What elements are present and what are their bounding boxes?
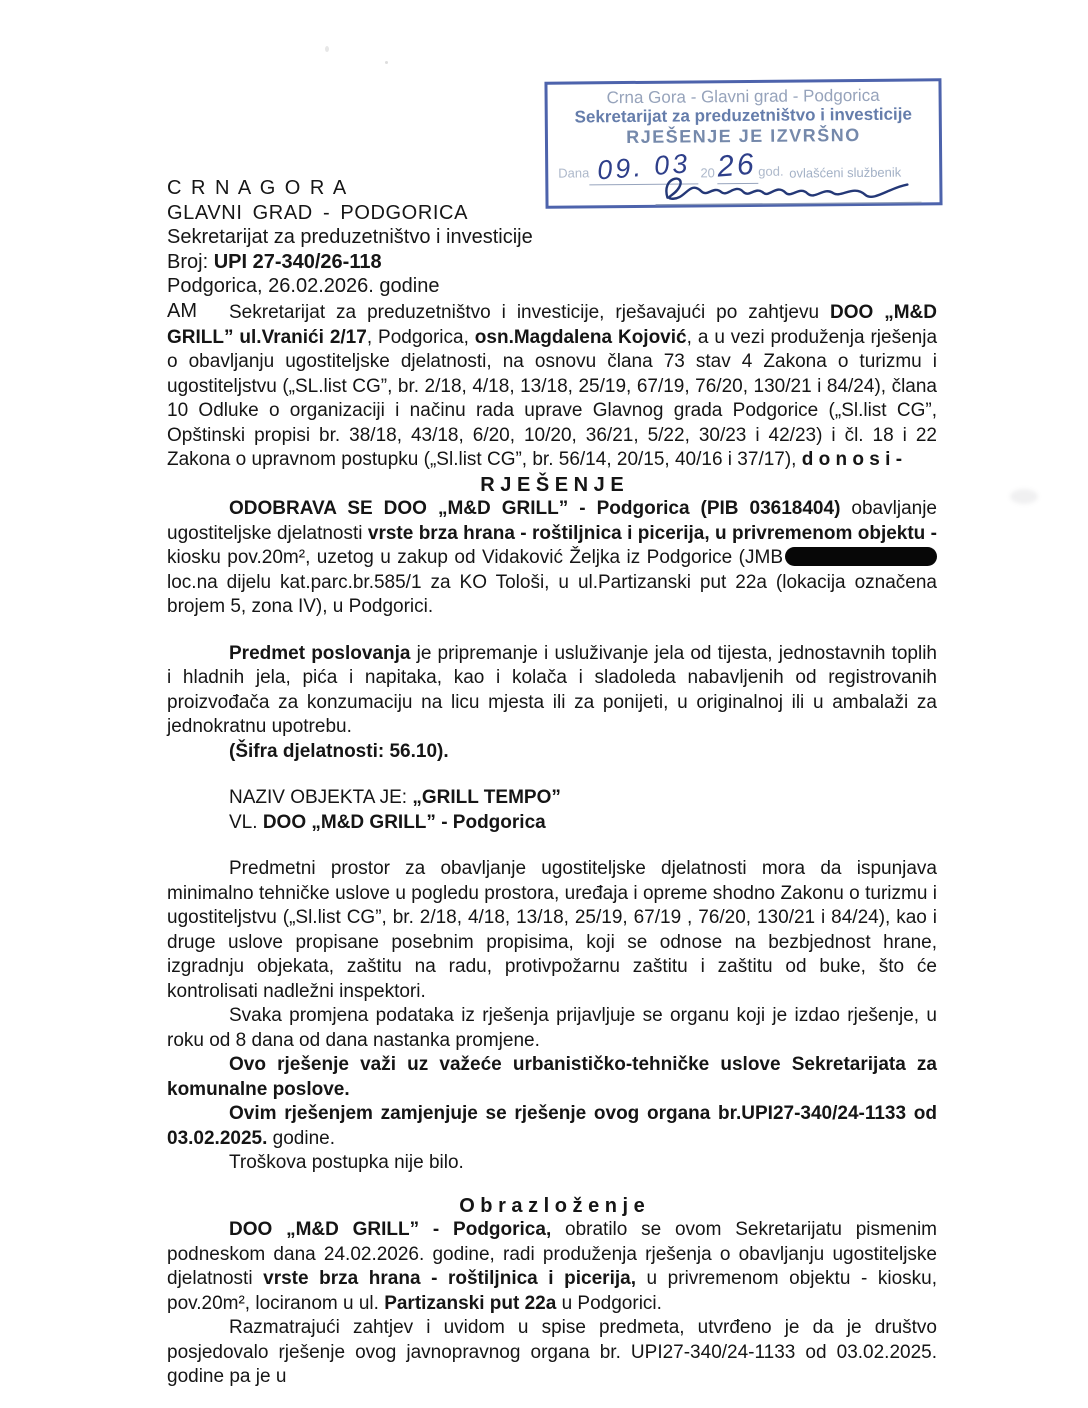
intro-founder: osn.Magdalena Kojović [474, 326, 687, 348]
stamp-year-suffix: god. [758, 163, 784, 179]
intro-text: Sekretarijat za preduzetništvo i investicije, rješavajući po zahtjevu [229, 302, 830, 323]
paragraph-ovo: Ovo rješenje važi uz važeće urbanističko-tehničke uslove Sekretarijata za komunalne poslove. [167, 1054, 937, 1100]
stamp-authority-line: Crna Gora - Glavni grad - Podgorica [606, 85, 880, 108]
signature [649, 169, 929, 212]
odobrava-company: ODOBRAVA SE DOO „M&D GRILL” - Podgorica (PIB 03618404) [229, 498, 852, 519]
scan-speck [385, 61, 388, 64]
stamp-year-prefix: 20 [700, 165, 715, 181]
owner-name: DOO „M&D GRILL” - Podgorica [262, 811, 546, 833]
paragraph-svaka: Svaka promjena podataka iz rješenja prijavljuje se organu koji je izdao rješenje, u roku od 8 dana od dana nastanka promjene. [167, 1005, 937, 1051]
letterhead-number [167, 250, 533, 275]
letterhead-place-date: Podgorica, 26.02.2026. godine [167, 275, 440, 297]
letterhead-number-value: UPI 27-340/26-118 [213, 250, 382, 273]
letterhead-initials: AM [167, 299, 197, 322]
paragraph-doo: DOO „M&D GRILL” - Podgorica, obratilo se ovom Sekretarijatu pismenim podneskom dana 24.02.2026. godine, radi produženja rješenja o obavljanju ugostiteljske djelatnosti vrste brza hrana - roštiljnica i picerija, u privremenom objektu - kiosku, pov.20m², lociranom u ul. Partizanski put 22a u Podgorici. [167, 1219, 937, 1314]
executory-stamp [544, 78, 942, 208]
paragraph-troskovi: Troškova postupka nije bilo. [229, 1152, 464, 1173]
letterhead-city: GLAVNI GRAD - PODGORICA [167, 201, 469, 224]
object-name: „GRILL TEMPO” [412, 787, 561, 808]
paragraph-odobrava: ODOBRAVA SE DOO „M&D GRILL” - Podgorica (PIB 03618404) obavljanje ugostiteljske djelatnosti vrste brza hrana - roštiljnica i picerija, u privremenom objektu - kiosku pov.20m², uzetog u zakup od Vidaković Željka iz Podgorice (JMB loc.na dijelu kat.parc.br.585/1 za KO Tološi, u ul.Partizanski put 22a (lokacija označena brojem 5, zona IV), u Podgorici. [167, 498, 937, 617]
stamp-date-label: Dana [558, 165, 590, 181]
predmet-label: Predmet poslovanja [229, 642, 417, 664]
scan-smudge [1010, 489, 1038, 504]
letterhead-secretariat: Sekretarijat za preduzetništvo i investicije [167, 226, 533, 248]
redaction-box [785, 547, 937, 566]
address-bold: Partizanski put 22a [384, 1292, 557, 1314]
document-body [167, 301, 937, 1390]
odobrava-activity: vrste brza hrana - roštiljnica i picerija, u privremenom objektu - [367, 522, 937, 544]
stamp-secretariat-line: Sekretarijat za preduzetništvo i investicije [574, 104, 912, 127]
line-sifra: (Šifra djelatnosti: 56.10). [229, 740, 449, 762]
intro-company: DOO „M&D GRILL” ul.Vranići 2/17 [167, 302, 937, 348]
heading-rjesenje: R J E Š E N J E [480, 473, 624, 496]
letterhead-country: C R N A G O R A [167, 177, 349, 199]
stamp-executory-line: RJEŠENJE JE IZVRŠNO [626, 124, 861, 148]
stamp-officer-label: ovlašćeni službenik [789, 164, 902, 181]
paragraph-ovim: Ovim rješenjem zamjenjuje se rješenje ovog organa br.UPI27-340/24-1133 od 03.02.2025. godine. [167, 1103, 937, 1149]
stamp-date-handwritten: 09. 03 [589, 151, 698, 185]
paragraph-razmatrajuci: Razmatrajući zahtjev i uvidom u spise predmeta, utvrđeno je da je društvo posjedovalo rješenje ovog javnopravnog organa br. UPI27-340/24-1133 od 03.02.2025. godine pa je u [167, 1317, 937, 1387]
letterhead-number-label: Broj: [167, 250, 214, 273]
paragraph-prostor: Predmetni prostor za obavljanje ugostiteljske djelatnosti mora da ispunjava minimalno tehničke uslove u pogledu prostora, uređaja i opreme shodno Zakonu o turizmu i ugostiteljstvu („Sl.list CG”, br. 2/18, 4/18, 13/18, 25/19, 67/19 , 76/20, 130/21 i 84/24), kao i druge uslove propisane posebnim propisima, koji se odnose na bezbjednost hrane, izgradnju objekata, zaštitu na radu, protivpožarnu zaštitu i zaštitu od buke, što će kontrolisati nadležni inspektori. [167, 858, 937, 1002]
paragraph-intro: Sekretarijat za preduzetništvo i investicije, rješavajući po zahtjevu DOO „M&D GRILL” ul.Vranići 2/17, Podgorica, osn.Magdalena Kojović, a u vezi produženja rješenja o obavljanju ugostiteljske djelatnosti, na osnovu člana 73 stav 4 Zakona o turizmu i ugostiteljstvu („SL.list CG”, br. 2/18, 4/18, 13/18, 25/19, 67/19, 76/20, 130/21 i 84/24), člana 10 Odluke o organizaciji i načinu rada uprave Glavnog grada Podgorice („Sl.list CG”, Opštinski propisi br. 38/18, 43/18, 6/20, 10/20, 36/21, 5/22, 30/23 i 42/23) i čl. 18 i 22 Zakona o upravnom postupku („Sl.list CG”, br. 56/14, 20/15, 40/16 i 37/17), d o n o s i - [167, 302, 938, 470]
signature-icon [649, 169, 929, 207]
scan-speck [325, 46, 329, 52]
heading-obrazlozenje: O b r a z l o ž e n j e [459, 1194, 645, 1217]
line-naziv: NAZIV OBJEKTA JE: „GRILL TEMPO” [229, 787, 561, 808]
intro-donosi: d o n o s i - [801, 449, 903, 470]
stamp-year-handwritten: 26 [715, 147, 758, 184]
paragraph-predmet: Predmet poslovanja je pripremanje i usluživanje jela od tijesta, jednostavnih toplih i hladnih jela, pića i napitaka, kao i kolača i sladoleda nabavljenih od registrovanih proizvođača za konzumaciju na licu mjesta ili za ponijeti, u originalnoj ili u ambalaži za jednokratnu upotrebu. [167, 642, 937, 737]
line-vlasnik: VL. DOO „M&D GRILL” - Podgorica [229, 811, 546, 833]
